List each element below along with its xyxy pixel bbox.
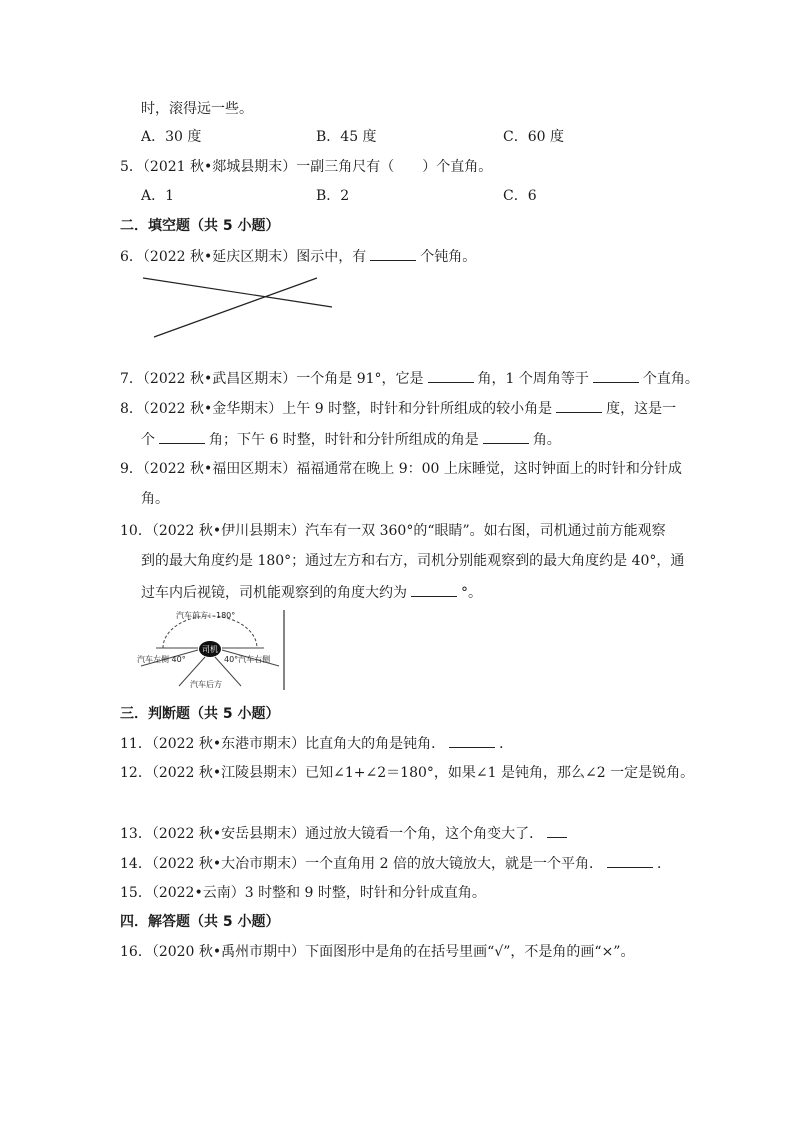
q11-text-a: 比直角大的角是钝角． [305,736,446,752]
q9-source: （2022 秋•福田区期末） [142,461,297,477]
q16 [120,942,634,962]
q7-blank-2[interactable] [593,368,639,383]
section-4-heading: 四．解答题（共 5 小题） [120,914,280,930]
q10-blank[interactable] [411,582,457,597]
q7-text-a: 一个角是 91°，它是 [296,371,424,387]
q8-text-a: 上午 9 时整，时针和分针所组成的较小角是 [282,401,553,417]
q12 [120,763,694,783]
q5-number: 5． [120,159,143,175]
q5-stem-a: 一副三角尺有（ [296,159,395,175]
q10-line-1 [120,521,666,541]
q7-source: （2022 秋•武昌区期末） [142,371,297,387]
q15-source: （2022•云南） [151,885,245,901]
q11-source: （2022 秋•东港市期末） [151,736,306,752]
q13 [120,823,571,844]
q16-source: （2020 秋•禹州市期中） [151,944,306,960]
q10-text-c: 过车内后视镜，司机能观察到的角度大约为 [141,585,407,601]
q15-text-a: 3 时整和 9 时整，时针和分针成直角。 [244,885,486,901]
q9-text-a: 福福通常在晚上 9：00 上床睡觉，这时钟面上的时针和分针成 [296,461,682,477]
q14-text-a: 一个直角用 2 倍的放大镜放大，就是一个平角． [305,856,603,872]
q7-blank-1[interactable] [428,368,474,383]
q6 [120,246,476,267]
q10-label-back: 汽车后方 [190,680,222,689]
q10-label-driver: 司机 [202,645,218,654]
q8-line-2 [141,429,561,450]
q6-source: （2022 秋•延庆区期末） [142,249,297,265]
q4-option-a: A．30 度 [141,129,202,145]
q8-text-b: 度，这是一 [606,401,677,417]
q10-label-front: 汽车前方：180° [176,611,236,620]
q11-number: 11． [120,736,152,752]
q8-source: （2022 秋•金华期末） [142,401,283,417]
q11-blank[interactable] [449,733,495,748]
q6-text-a: 图示中，有 [296,249,367,265]
q9-line-2: 角。 [141,491,169,507]
q14 [120,853,671,874]
q7 [120,368,699,389]
q13-text-a: 通过放大镜看一个角，这个角变大了． [305,826,544,842]
q5 [120,157,492,177]
q12-source: （2022 秋•江陵县期末） [151,765,306,781]
q10-number: 10． [120,523,152,539]
q6-figure-crossing-lines [140,272,340,342]
q5-source: （2021 秋•郯城县期末） [142,159,297,175]
q8-blank-3[interactable] [483,429,529,444]
q10-text-a: 汽车有一双 360°的“眼睛”。如右图，司机通过前方能观察 [305,523,666,539]
q10-label-left: 汽车左侧 40° [137,655,186,664]
q10-car-view-figure [136,608,288,692]
q14-text-b: ． [656,856,671,872]
q6-text-b: 个钝角。 [420,249,477,265]
q16-text-a: 下面图形中是角的在括号里画“√”，不是角的画“×”。 [305,944,635,960]
q15-number: 15． [120,885,152,901]
q8-blank-1[interactable] [556,398,602,413]
q7-number: 7． [120,371,143,387]
q7-text-b: 角，1 个周角等于 [477,371,589,387]
q10-text-d: °。 [461,585,482,601]
q10-line-3 [141,582,482,603]
section-3-heading: 三．判断题（共 5 小题） [120,706,280,722]
q4-option-c: C．60 度 [503,129,564,145]
q10-line-2: 到的最大角度约是 180°；通过左方和右方，司机分别能观察到的最大角度约是 40°，通 [141,553,685,569]
q6-number: 6． [120,249,143,265]
q13-number: 13． [120,826,152,842]
q7-text-c: 个直角。 [642,371,699,387]
q10-label-right: 40°汽车右侧 [224,655,271,664]
q11-text-b: ． [499,736,514,752]
q9-line-1 [120,459,682,479]
q5-option-a: A．1 [141,188,175,204]
q14-source: （2022 秋•大冶市期末） [151,856,306,872]
q13-blank[interactable] [547,823,567,838]
q4-continuation: 时，滚得远一些。 [141,101,253,117]
q8-text-c: 个 [141,432,155,448]
q5-option-c: C．6 [503,188,537,204]
q5-stem-b: ）个直角。 [422,159,493,175]
q14-number: 14． [120,856,152,872]
section-2-heading: 二．填空题（共 5 小题） [120,218,280,234]
q8-line-1 [120,398,676,419]
q13-source: （2022 秋•安岳县期末） [151,826,306,842]
q12-text-a: 已知∠1+∠2＝180°，如果∠1 是钝角，那么∠2 一定是锐角。 [305,765,695,781]
q14-blank[interactable] [607,853,653,868]
q8-blank-2[interactable] [159,429,205,444]
q8-number: 8． [120,401,143,417]
q5-option-b: B．2 [316,188,350,204]
q6-blank[interactable] [370,246,416,261]
q16-number: 16． [120,944,152,960]
q12-number: 12． [120,765,152,781]
q9-number: 9． [120,461,143,477]
q11 [120,733,513,754]
q10-source: （2022 秋•伊川县期末） [151,523,306,539]
q4-option-b: B．45 度 [316,129,377,145]
q8-text-e: 角。 [532,432,561,448]
q8-text-d: 角；下午 6 时整，时针和分针所组成的角是 [209,432,479,448]
q15 [120,883,486,903]
q6-line-2 [154,278,317,337]
